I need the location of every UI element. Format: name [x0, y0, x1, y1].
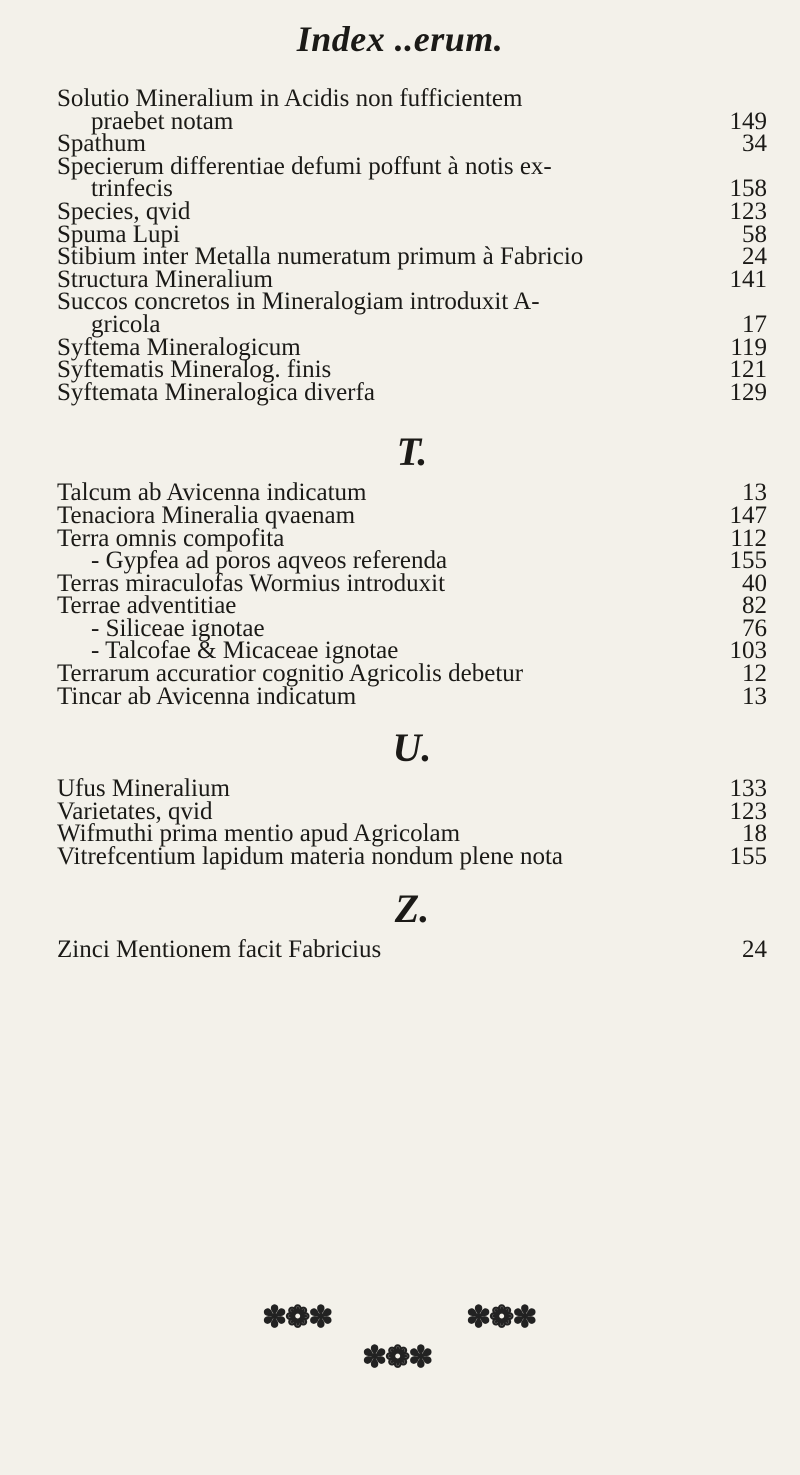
index-entry: [57, 935, 767, 963]
index-entries: [57, 85, 767, 963]
entry-page-number: 17: [742, 310, 767, 338]
entry-text: Tenaciora Mineralia qvaenam: [57, 501, 356, 529]
entry-text: Succos concretos in Mineralogiam introduxit A-: [57, 288, 540, 316]
entry-page-number: 24: [742, 935, 767, 963]
entry-text: Zinci Mentionem facit Fabricius: [57, 935, 382, 963]
entry-page-number: 103: [729, 637, 767, 665]
entry-page-number: 13: [742, 682, 767, 710]
entry-text: trinfecis: [91, 175, 173, 203]
entry-page-number: 40: [742, 569, 767, 597]
entry-page-number: 141: [729, 265, 767, 293]
entry-page-number: 155: [729, 843, 767, 871]
entry-page-number: 155: [729, 547, 767, 575]
entry-text: Spuma Lupi: [57, 220, 180, 248]
entry-page-number: 34: [742, 130, 767, 158]
entry-page-number: 13: [742, 479, 767, 507]
section-letter: U.: [392, 725, 432, 771]
entry-text: Talcum ab Avicenna indicatum: [57, 479, 367, 507]
entry-page-number: 58: [742, 220, 767, 248]
entry-page-number: 149: [729, 107, 767, 135]
entry-text: Species, qvid: [57, 197, 191, 225]
entry-text: Solutio Mineralium in Acidis non fufficientem: [57, 85, 523, 112]
entry-text: Structura Mineralium: [57, 265, 273, 293]
entry-text: Terras miraculofas Wormius introduxit: [57, 569, 446, 597]
entry-text: - Gypfea ad poros aqveos referenda: [91, 547, 448, 575]
entry-text: Terrarum accuratior cognitio Agricolis debetur: [57, 660, 524, 688]
entry-page-number: 112: [730, 524, 767, 552]
entry-page-number: 121: [729, 356, 767, 384]
entry-text: praebet notam: [91, 107, 234, 135]
index-entry: [57, 843, 767, 871]
entry-page-number: 123: [729, 197, 767, 225]
entry-text: Spathum: [57, 130, 146, 158]
entry-page-number: 123: [729, 797, 767, 825]
entry-text: Tincar ab Avicenna indicatum: [57, 682, 357, 710]
entry-page-number: 129: [729, 378, 767, 406]
entry-text: Stibium inter Metalla numeratum primum à Fabricio: [57, 243, 584, 271]
section-letter: T.: [396, 429, 428, 475]
index-entry: [57, 682, 767, 710]
index-entry: [57, 288, 767, 316]
section-letter: Z.: [394, 885, 430, 931]
running-head: Index ..erum.: [296, 19, 504, 59]
entry-page-number: 24: [742, 243, 767, 271]
entry-text: Terra omnis compofita: [57, 524, 285, 552]
entry-page-number: 76: [742, 614, 767, 642]
entry-text: Syftematis Mineralog. finis: [57, 356, 332, 384]
entry-page-number: 158: [729, 175, 767, 203]
ornament-group: [0, 1300, 800, 1410]
entry-text: Syftema Mineralogicum: [57, 333, 301, 361]
entry-text: Specierum differentiae defumi poffunt à notis ex-: [57, 152, 552, 180]
entry-text: Terrae adventitiae: [57, 592, 237, 620]
entry-text: Wifmuthi prima mentio apud Agricolam: [57, 820, 461, 848]
entry-page-number: 82: [742, 592, 767, 620]
entry-text: - Talcofae & Micaceae ignotae: [91, 637, 399, 665]
entry-page-number: 12: [742, 660, 767, 688]
index-entry: [57, 107, 767, 135]
entry-text: Syftemata Mineralogica diverfa: [57, 378, 375, 406]
entry-text: Varietates, qvid: [57, 797, 213, 825]
ornament-left: ✽❁✽: [262, 1301, 332, 1334]
entry-page-number: 18: [742, 820, 767, 848]
entry-page-number: 133: [729, 775, 767, 803]
entry-page-number: 119: [730, 333, 767, 361]
entry-text: gricola: [91, 310, 161, 338]
entry-page-number: 147: [729, 501, 767, 529]
index-entry: [57, 378, 767, 406]
entry-text: Ufus Mineralium: [57, 775, 230, 803]
ornament-right: ✽❁✽: [466, 1301, 536, 1334]
ornament-bottom: ✽❁✽: [362, 1341, 432, 1374]
entry-text: Vitrefcentium lapidum materia nondum plene nota: [57, 843, 563, 871]
entry-text: - Siliceae ignotae: [91, 614, 265, 642]
